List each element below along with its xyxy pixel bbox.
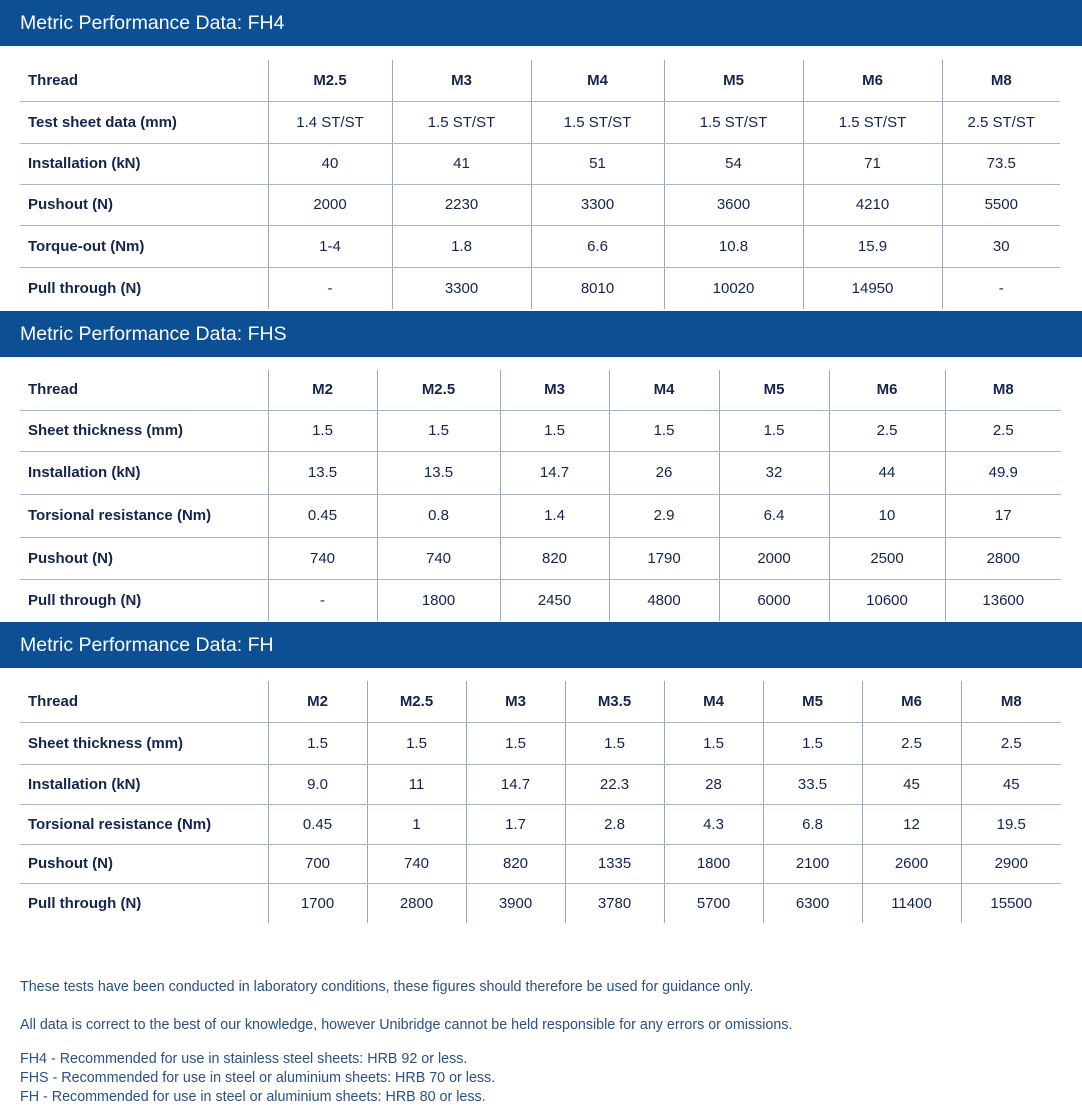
- header-thread-size: M2: [268, 370, 377, 410]
- table-cell: 1.5: [565, 722, 664, 764]
- table-row: [20, 225, 1060, 267]
- row-label: Test sheet data (mm): [20, 101, 268, 143]
- table-cell: 1.8: [392, 225, 531, 267]
- table-cell: 10600: [829, 579, 945, 621]
- header-label: Thread: [20, 681, 268, 722]
- table-cell: 1800: [664, 844, 763, 883]
- row-label: Pushout (N): [20, 537, 268, 579]
- note-guidance: These tests have been conducted in laboratory conditions, these figures should therefore be used for guidance only.: [20, 979, 754, 995]
- row-label: Installation (kN): [20, 451, 268, 494]
- table-cell: 4800: [609, 579, 719, 621]
- table-cell: 3300: [392, 267, 531, 309]
- table-cell: -: [268, 579, 377, 621]
- header-thread-size: M5: [664, 60, 803, 101]
- table-cell: 17: [945, 494, 1061, 537]
- table-cell: 1.5 ST/ST: [803, 101, 942, 143]
- table-cell: 30: [942, 225, 1060, 267]
- row-label: Pushout (N): [20, 184, 268, 225]
- table-cell: 0.8: [377, 494, 500, 537]
- table-cell: 1790: [609, 537, 719, 579]
- table-cell: 1.5: [268, 410, 377, 451]
- table-cell: 0.45: [268, 804, 367, 844]
- recommendations: [20, 1050, 1060, 1107]
- table-cell: 2.9: [609, 494, 719, 537]
- table-row: [20, 184, 1060, 225]
- table-cell: 740: [367, 844, 466, 883]
- table-row: [20, 101, 1060, 143]
- table-cell: 820: [466, 844, 565, 883]
- header-thread-size: M8: [945, 370, 1061, 410]
- table-cell: 2.5 ST/ST: [942, 101, 1060, 143]
- table-cell: 22.3: [565, 764, 664, 804]
- row-label: Pushout (N): [20, 844, 268, 883]
- table-cell: 2450: [500, 579, 609, 621]
- header-thread-size: M3: [500, 370, 609, 410]
- table-cell: 2100: [763, 844, 862, 883]
- table-cell: 1.5 ST/ST: [664, 101, 803, 143]
- table-cell: 1800: [377, 579, 500, 621]
- table-row: [20, 579, 1061, 621]
- table-cell: 2000: [268, 184, 392, 225]
- table-cell: 1.5: [500, 410, 609, 451]
- header-label: Thread: [20, 370, 268, 410]
- table-cell: 1.4 ST/ST: [268, 101, 392, 143]
- table-row: [20, 410, 1061, 451]
- table-cell: 13.5: [377, 451, 500, 494]
- table-cell: 1.5: [664, 722, 763, 764]
- header-thread-size: M6: [829, 370, 945, 410]
- notes-disclaimer: [20, 1016, 1060, 1035]
- table-cell: 2600: [862, 844, 961, 883]
- table-row: [20, 722, 1061, 764]
- header-thread-size: M2: [268, 681, 367, 722]
- table-cell: 2.5: [829, 410, 945, 451]
- section-banner-fh: [0, 622, 1082, 668]
- table-cell: 2000: [719, 537, 829, 579]
- table-cell: 6.4: [719, 494, 829, 537]
- performance-table-fh4: [20, 60, 1060, 309]
- table-cell: 11: [367, 764, 466, 804]
- table-cell: 15.9: [803, 225, 942, 267]
- table-cell: 1: [367, 804, 466, 844]
- table-cell: 15500: [961, 883, 1061, 923]
- row-label: Pull through (N): [28, 894, 142, 912]
- table-cell: 33.5: [763, 764, 862, 804]
- table-cell: 71: [803, 143, 942, 184]
- table-cell: 1-4: [268, 225, 392, 267]
- performance-table-fhs: [20, 370, 1061, 621]
- section-title: Metric Performance Data: FH4: [20, 11, 285, 34]
- table-cell: 1.5: [763, 722, 862, 764]
- table-cell: 14.7: [466, 764, 565, 804]
- header-thread-size: M4: [609, 370, 719, 410]
- header-thread-size: M4: [664, 681, 763, 722]
- table-cell: 12: [862, 804, 961, 844]
- row-label: Torsional resistance (Nm): [20, 804, 268, 844]
- recommendation-fhs: FHS - Recommended for use in steel or aluminium sheets: HRB 70 or less.: [20, 1070, 496, 1086]
- table-cell: 1.5: [268, 722, 367, 764]
- performance-table-fh: [20, 681, 1061, 923]
- table-cell: 14.7: [500, 451, 609, 494]
- table-cell: 740: [268, 537, 377, 579]
- table-cell: 10: [829, 494, 945, 537]
- table-row: [20, 494, 1061, 537]
- table-cell: 45: [961, 764, 1061, 804]
- table-cell: 2800: [945, 537, 1061, 579]
- table-cell: 1335: [565, 844, 664, 883]
- table-cell: 2.5: [862, 722, 961, 764]
- table-cell: 45: [862, 764, 961, 804]
- table-cell: 1.5: [367, 722, 466, 764]
- table-cell: 1.5: [377, 410, 500, 451]
- table-cell: 740: [377, 537, 500, 579]
- table-header-row: [20, 681, 1061, 722]
- header-thread-size: M3: [466, 681, 565, 722]
- row-label: Pull through (N): [28, 591, 142, 609]
- header-thread-size: M6: [803, 60, 942, 101]
- table-cell: 3600: [664, 184, 803, 225]
- header-thread-size: M5: [763, 681, 862, 722]
- recommendation-fh4: FH4 - Recommended for use in stainless steel sheets: HRB 92 or less.: [20, 1051, 468, 1067]
- table-cell: 3300: [531, 184, 664, 225]
- table-cell: 8010: [531, 267, 664, 309]
- row-label: Pull through (N): [28, 279, 142, 297]
- table-row: [20, 267, 1060, 309]
- table-cell: 6.6: [531, 225, 664, 267]
- table-cell: 51: [531, 143, 664, 184]
- header-thread-size: M3: [392, 60, 531, 101]
- table-cell: 32: [719, 451, 829, 494]
- table-cell: 49.9: [945, 451, 1061, 494]
- table-cell: 700: [268, 844, 367, 883]
- recommendation-fh: FH - Recommended for use in steel or aluminium sheets: HRB 80 or less.: [20, 1089, 486, 1105]
- header-thread-size: M2.5: [367, 681, 466, 722]
- table-cell: 1.5: [719, 410, 829, 451]
- section-banner-fh4: [0, 0, 1082, 46]
- table-header-row: [20, 370, 1061, 410]
- table-cell: 3780: [565, 883, 664, 923]
- table-row: [20, 804, 1061, 844]
- header-thread-size: M6: [862, 681, 961, 722]
- section-banner-fhs: [0, 311, 1082, 357]
- row-label: Sheet thickness (mm): [20, 410, 268, 451]
- table-cell: 44: [829, 451, 945, 494]
- table-row: [20, 451, 1061, 494]
- table-cell: 1.5: [609, 410, 719, 451]
- table-cell: 28: [664, 764, 763, 804]
- table-cell: 19.5: [961, 804, 1061, 844]
- table-cell: 6.8: [763, 804, 862, 844]
- table-cell: 9.0: [268, 764, 367, 804]
- table-cell: 13.5: [268, 451, 377, 494]
- table-cell: 10.8: [664, 225, 803, 267]
- table-cell: 2800: [367, 883, 466, 923]
- table-cell: 41: [392, 143, 531, 184]
- table-cell: 2230: [392, 184, 531, 225]
- table-cell: 1.4: [500, 494, 609, 537]
- table-cell: 6000: [719, 579, 829, 621]
- header-thread-size: M4: [531, 60, 664, 101]
- table-cell: 4210: [803, 184, 942, 225]
- row-label: Torsional resistance (Nm): [20, 494, 268, 537]
- table-cell: 4.3: [664, 804, 763, 844]
- note-disclaimer: All data is correct to the best of our knowledge, however Unibridge cannot be held responsible for any errors or omissions.: [20, 1017, 793, 1033]
- table-cell: 26: [609, 451, 719, 494]
- row-label: Installation (kN): [20, 764, 268, 804]
- table-cell: -: [942, 267, 1060, 309]
- table-cell: 1.7: [466, 804, 565, 844]
- table-cell: 2900: [961, 844, 1061, 883]
- section-title: Metric Performance Data: FHS: [20, 322, 287, 345]
- section-title: Metric Performance Data: FH: [20, 633, 274, 656]
- table-cell: -: [268, 267, 392, 309]
- table-row: [20, 143, 1060, 184]
- header-thread-size: M2.5: [268, 60, 392, 101]
- table-row: [20, 537, 1061, 579]
- header-thread-size: M8: [942, 60, 1060, 101]
- table-cell: 1.5: [466, 722, 565, 764]
- table-cell: 2500: [829, 537, 945, 579]
- table-cell: 820: [500, 537, 609, 579]
- header-label: Thread: [20, 60, 268, 101]
- header-thread-size: M2.5: [377, 370, 500, 410]
- table-cell: 10020: [664, 267, 803, 309]
- row-label: Torque-out (Nm): [20, 225, 268, 267]
- notes: [20, 978, 1060, 997]
- header-thread-size: M3.5: [565, 681, 664, 722]
- table-cell: 2.5: [945, 410, 1061, 451]
- table-cell: 14950: [803, 267, 942, 309]
- table-cell: 1.5 ST/ST: [531, 101, 664, 143]
- table-cell: 3900: [466, 883, 565, 923]
- table-cell: 5700: [664, 883, 763, 923]
- table-cell: 40: [268, 143, 392, 184]
- row-label: Sheet thickness (mm): [20, 722, 268, 764]
- table-cell: 0.45: [268, 494, 377, 537]
- table-row: [20, 764, 1061, 804]
- table-cell: 5500: [942, 184, 1060, 225]
- header-thread-size: M8: [961, 681, 1061, 722]
- table-row: [20, 844, 1061, 883]
- table-header-row: [20, 60, 1060, 101]
- header-thread-size: M5: [719, 370, 829, 410]
- table-cell: 2.5: [961, 722, 1061, 764]
- row-label: Installation (kN): [20, 143, 268, 184]
- table-cell: 1.5 ST/ST: [392, 101, 531, 143]
- table-cell: 54: [664, 143, 803, 184]
- table-cell: 11400: [862, 883, 961, 923]
- table-row: [20, 883, 1061, 923]
- table-cell: 2.8: [565, 804, 664, 844]
- table-cell: 13600: [945, 579, 1061, 621]
- table-cell: 1700: [268, 883, 367, 923]
- table-cell: 6300: [763, 883, 862, 923]
- table-cell: 73.5: [942, 143, 1060, 184]
